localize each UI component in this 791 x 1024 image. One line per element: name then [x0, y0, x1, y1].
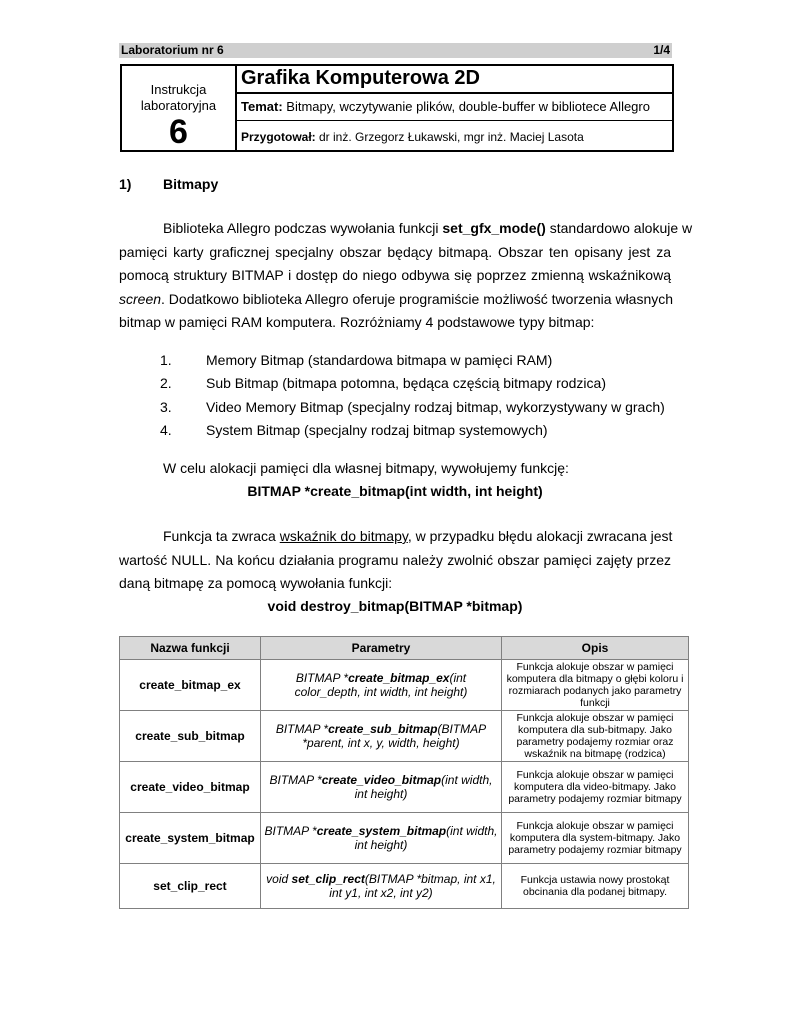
function-description: Funkcja alokuje obszar w pamięci komputera dla system-bitmapy. Jako parametry podajemy rozmiar bitmapy — [502, 813, 689, 864]
page-header-bar — [119, 43, 672, 58]
function-params: BITMAP *create_sub_bitmap(BITMAP *parent, int x, y, width, height) — [261, 711, 502, 762]
column-header: Opis — [502, 637, 689, 660]
paragraph-line: bitmap w pamięci RAM komputera. Rozróżniamy 4 podstawowe typy bitmap: — [119, 314, 595, 330]
page-number: 1/4 — [653, 43, 670, 57]
table-row — [120, 711, 689, 762]
alloc-text: W celu alokacji pamięci dla własnej bitmapy, wywołujemy funkcję: — [163, 460, 569, 476]
topic-text: Bitmapy, wczytywanie plików, double-buffer w bibliotece Allegro — [282, 99, 650, 114]
instruction-number: 6 — [169, 113, 188, 151]
title-cells — [237, 66, 672, 150]
function-name: create_video_bitmap — [120, 762, 261, 813]
paragraph-line: daną bitmapę za pomocą wywołania funkcji: — [119, 575, 393, 591]
document-page: Laboratorium nr 6 1/4 Instrukcja laboratoryjna 6 Grafika Komputerowa 2D Temat: Bitmapy, wczytywanie plików, double-buffer w bibliotece Allegro Przygotował: dr inż. Grzegorz Łukawski, mgr inż. Maciej Lasota 1) Bitmapy Biblioteka Allegro podczas wywołania funkcji set_gfx_mode() standardowo alokuje w pamięci karty graficznej specjalny obszar będący bitmapą. Obszar ten opisany jest za pomocą struktury BITMAP i dostęp do niego odbywa się poprzez zmienną wskaźnikową screen. Dodatkowo biblioteka Allegro oferuje programiście możliwość tworzenia własnych bitmap w pamięci RAM komputera. Rozróżniamy 4 podstawowe typy bitmap: 1. Memory Bitmap (standardowa bitmapa w pamięci RAM) 2. Sub Bitmap (bitmapa potomna, będąca częścią bitmapy rodzica) 3. Video Memory Bitmap (specjalny rodzaj bitmap, wykorzystywany w grach) 4. System Bitmap (specjalny rodzaj bitmap systemowych) W celu alokacji pamięci dla własnej bitmapy, wywołujemy funkcję: BITMAP *create_bitmap(int width, int height) Funkcja ta zwraca wskaźnik do bitmapy, w przypadku błędu alokacji zwracana jest wartość NULL. Na końcu działania programu należy zwolnić obszar pamięci zajęty przez daną bitmapę za pomocą wywołania funkcji: void destroy_bitmap(BITMAP *bitmap) Nazwa funkcji Parametry Opis create_bitmap_ex BITMAP *create_bitmap_ex(int color_depth, int width, int height) Funkcja alokuje obszar w pamięci komputera dla bitmapy o głębi koloru i rozmiarach podanych jako parametry funkcji create_sub_bitmap BITMAP *create_sub_bitmap(BITMAP *parent, int x, y, width, height) Funkcja alokuje obszar w pamięci komputera dla sub-bitmapy. Jako parametry podajemy rozmiar oraz wskaźnik na bitmapę (rodzica) create_video_bitmap BITMAP *create_video_bitmap(int width, int height) Funkcja alokuje obszar w pamięci komputera dla video-bitmapy. Jako parametry podajemy rozmiar bitmapy create_system_bitmap BITMAP *create_system_bitmap(int width, int height) Funkcja alokuje obszar w pamięci komputera dla system-bitmapy. Jako parametry podajemy rozmiar bitmapy set_clip_rect void set_clip_rect(BITMAP *bitmap, int x1, int y1, int x2, int y2) Funkcja ustawia nowy prostokąt obcinania dla podanej bitmapy. — [0, 0, 791, 1024]
instruction-sublabel: laboratoryjna — [140, 98, 217, 113]
paragraph-line: pomocą struktury BITMAP i dostęp do niego odbywa się poprzez zmienną wskaźnikową — [119, 267, 671, 283]
table-row — [120, 762, 689, 813]
function-name: create_system_bitmap — [120, 813, 261, 864]
column-header: Nazwa funkcji — [120, 637, 261, 660]
return-paragraph — [119, 525, 671, 596]
function-params: BITMAP *create_system_bitmap(int width, int height) — [261, 813, 502, 864]
function-params: BITMAP *create_video_bitmap(int width, int height) — [261, 762, 502, 813]
function-name: set_clip_rect — [120, 864, 261, 909]
section-title: Bitmapy — [163, 176, 219, 192]
section-heading — [119, 176, 218, 192]
function-description: Funkcja alokuje obszar w pamięci komputera dla bitmapy o głębi koloru i rozmiarach podanych jako parametry funkcji — [502, 660, 689, 711]
function-params: BITMAP *create_bitmap_ex(int color_depth, int width, int height) — [261, 660, 502, 711]
topic-line — [241, 99, 650, 114]
create-bitmap-signature: BITMAP *create_bitmap(int width, int height) — [247, 483, 543, 499]
function-params: void set_clip_rect(BITMAP *bitmap, int x1, int y1, int x2, int y2) — [261, 864, 502, 909]
table-row — [120, 813, 689, 864]
function-description: Funkcja alokuje obszar w pamięci komputera dla sub-bitmapy. Jako parametry podajemy rozmiar oraz wskaźnik na bitmapę (rodzica) — [502, 711, 689, 762]
authors-line — [241, 130, 584, 144]
paragraph-line: Biblioteka Allegro podczas wywołania funkcji set_gfx_mode() standardowo alokuje w — [163, 220, 693, 236]
paragraph-line: wartość NULL. Na końcu działania programu należy zwolnić obszar pamięci zajęty przez — [119, 551, 671, 568]
intro-paragraph — [119, 217, 693, 335]
function-name: create_bitmap_ex — [120, 660, 261, 711]
functions-table — [119, 636, 689, 909]
function-name: create_sub_bitmap — [120, 711, 261, 762]
paragraph-line: screen. Dodatkowo biblioteka Allegro oferuje programiście możliwość tworzenia własnych — [119, 290, 674, 307]
title-box — [120, 64, 674, 152]
function-description: Funkcja ustawia nowy prostokąt obcinania dla podanej bitmapy. — [502, 864, 689, 909]
paragraph-line: Funkcja ta zwraca wskaźnik do bitmapy, w przypadku błędu alokacji zwracana jest — [163, 528, 673, 544]
table-header-row — [120, 637, 689, 660]
table-row — [120, 660, 689, 711]
course-title: Grafika Komputerowa 2D — [241, 67, 480, 89]
function-description: Funkcja alokuje obszar w pamięci komputera dla video-bitmapy. Jako parametry podajemy rozmiar bitmapy — [502, 762, 689, 813]
column-header: Parametry — [261, 637, 502, 660]
instruction-label: Instrukcja — [150, 82, 207, 97]
section-number: 1) — [119, 176, 132, 192]
destroy-bitmap-signature: void destroy_bitmap(BITMAP *bitmap) — [267, 598, 523, 614]
authors-text: dr inż. Grzegorz Łukawski, mgr inż. Maciej Lasota — [315, 130, 584, 144]
paragraph-line: pamięci karty graficznej specjalny obszar będący bitmapą. Obszar ten opisany jest za — [119, 243, 671, 260]
table-row — [120, 864, 689, 909]
topic-label: Temat: — [241, 99, 283, 114]
authors-label: Przygotował: — [241, 130, 316, 144]
lab-label: Laboratorium nr 6 — [121, 43, 224, 57]
instruction-cell — [122, 66, 237, 150]
